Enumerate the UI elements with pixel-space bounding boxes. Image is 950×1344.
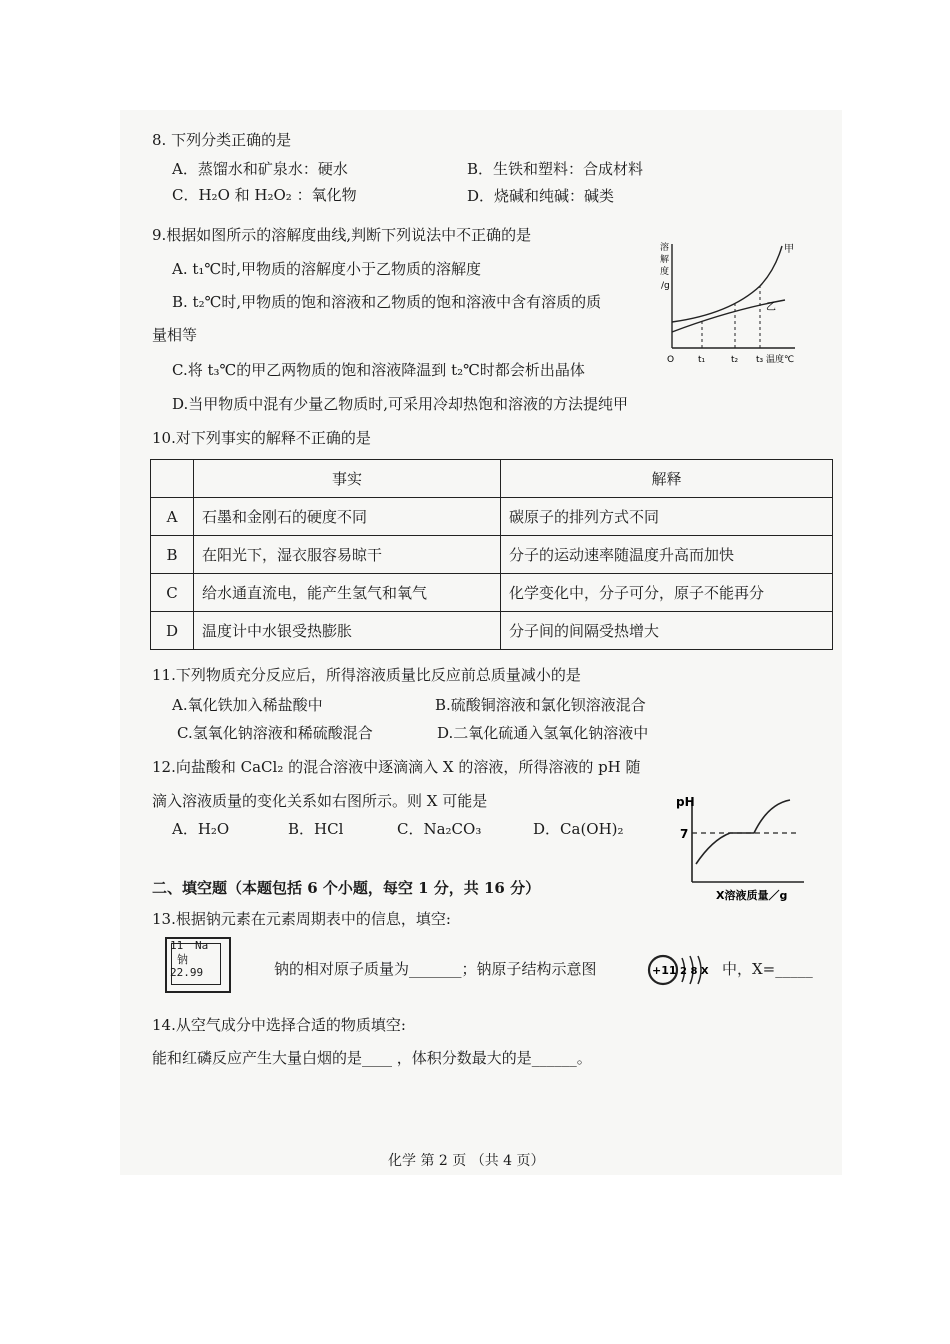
q11-option-a: A.氧化铁加入稀盐酸中 bbox=[172, 696, 323, 714]
row-explanation: 分子的运动速率随温度升高而加快 bbox=[501, 536, 833, 574]
q11-stem: 11.下列物质充分反应后，所得溶液质量比反应前总质量减小的是 bbox=[152, 666, 581, 684]
q8-option-c: C．H₂O 和 H₂O₂ ：氧化物 bbox=[172, 186, 357, 204]
row-fact: 给水通直流电，能产生氢气和氧气 bbox=[194, 574, 501, 612]
atom-structure-diagram bbox=[646, 950, 716, 990]
row-explanation: 分子间的间隔受热增大 bbox=[501, 612, 833, 650]
q8-stem: 8. 下列分类正确的是 bbox=[152, 131, 292, 149]
row-fact: 温度计中水银受热膨胀 bbox=[194, 612, 501, 650]
q9-series-jia: 甲 bbox=[784, 244, 794, 255]
table-header-cell bbox=[151, 460, 194, 498]
q12-option-a: A．H₂O bbox=[172, 820, 230, 838]
q11-option-d: D.二氧化硫通入氢氧化钠溶液中 bbox=[437, 724, 649, 742]
q10-table bbox=[150, 459, 833, 650]
atom-shells-label: 2 8 X bbox=[680, 966, 709, 977]
ph-change-graph bbox=[672, 790, 817, 905]
q13-text-x: 中，X=_____ bbox=[722, 960, 813, 978]
section2-heading: 二、填空题（本题包括 6 个小题，每空 1 分，共 16 分） bbox=[152, 879, 541, 897]
q13-text-mass: 钠的相对原子质量为_______；钠原子结构示意图 bbox=[274, 960, 597, 978]
q9-option-d: D.当甲物质中混有少量乙物质时,可采用冷却热饱和溶液的方法提纯甲 bbox=[172, 395, 629, 413]
table-header-fact: 事实 bbox=[194, 460, 501, 498]
q12-option-c: C．Na₂CO₃ bbox=[397, 820, 482, 838]
q10-stem: 10.对下列事实的解释不正确的是 bbox=[152, 429, 371, 447]
q8-option-b: B．生铁和塑料：合成材料 bbox=[467, 160, 644, 178]
row-letter: D bbox=[151, 612, 194, 650]
q9-y-label-3: 度 bbox=[660, 267, 670, 277]
q9-y-label-4: /g bbox=[661, 281, 670, 291]
q9-y-label-1: 溶 bbox=[660, 243, 670, 253]
q9-option-a: A. t₁℃时,甲物质的溶解度小于乙物质的溶解度 bbox=[172, 260, 481, 278]
q9-tick-t3: t₃ bbox=[756, 355, 764, 365]
table-header-explanation: 解释 bbox=[501, 460, 833, 498]
q9-option-b-line2: 量相等 bbox=[152, 326, 198, 344]
q9-series-yi: 乙 bbox=[766, 302, 776, 313]
row-fact: 石墨和金刚石的硬度不同 bbox=[194, 498, 501, 536]
q12-option-d: D．Ca(OH)₂ bbox=[533, 820, 624, 838]
element-number: 11 bbox=[170, 939, 184, 952]
q8-option-a: A．蒸馏水和矿泉水：硬水 bbox=[172, 160, 348, 178]
page-footer: 化学 第 2 页 （共 4 页） bbox=[388, 1153, 545, 1169]
q14-stem: 14.从空气成分中选择合适的物质填空: bbox=[152, 1016, 406, 1034]
atom-nucleus-label: +11 bbox=[652, 964, 677, 977]
sodium-element-card bbox=[165, 937, 231, 993]
q13-stem: 13.根据钠元素在元素周期表中的信息，填空: bbox=[152, 910, 451, 928]
q9-origin: O bbox=[667, 355, 675, 365]
ph-curve bbox=[696, 800, 790, 864]
q9-stem: 9.根据如图所示的溶解度曲线,判断下列说法中不正确的是 bbox=[152, 226, 532, 244]
element-name: 钠 bbox=[177, 953, 188, 966]
q12-stem-line1: 12.向盐酸和 CaCl₂ 的混合溶液中逐滴滴入 X 的溶液，所得溶液的 pH 随 bbox=[152, 758, 641, 776]
q14-line: 能和红磷反应产生大量白烟的是____ ，体积分数最大的是______。 bbox=[152, 1049, 592, 1067]
ph-axis-label: pH bbox=[676, 795, 695, 809]
solubility-curve-graph bbox=[660, 238, 810, 366]
table-row bbox=[151, 536, 833, 574]
table-row bbox=[151, 498, 833, 536]
q11-option-b: B.硫酸铜溶液和氯化钡溶液混合 bbox=[435, 696, 646, 714]
table-row bbox=[151, 574, 833, 612]
q9-option-c: C.将 t₃℃的甲乙两物质的饱和溶液降温到 t₂℃时都会析出晶体 bbox=[172, 361, 585, 379]
ph-x-label: X溶液质量／g bbox=[716, 889, 788, 902]
q12-option-b: B．HCl bbox=[288, 820, 344, 838]
table-header-row bbox=[151, 460, 833, 498]
row-fact: 在阳光下，湿衣服容易晾干 bbox=[194, 536, 501, 574]
q8-option-d: D．烧碱和纯碱：碱类 bbox=[467, 187, 615, 205]
row-letter: B bbox=[151, 536, 194, 574]
ph-seven-label: 7 bbox=[680, 827, 689, 841]
row-explanation: 碳原子的排列方式不同 bbox=[501, 498, 833, 536]
row-letter: A bbox=[151, 498, 194, 536]
q9-tick-t2: t₂ bbox=[731, 355, 739, 365]
q12-stem-line2: 滴入溶液质量的变化关系如右图所示。则 X 可能是 bbox=[152, 792, 488, 810]
q9-x-label: 温度℃ bbox=[766, 355, 795, 365]
q9-tick-t1: t₁ bbox=[698, 355, 706, 365]
table-row bbox=[151, 612, 833, 650]
q11-option-c: C.氢氧化钠溶液和稀硫酸混合 bbox=[177, 724, 373, 742]
element-symbol: Na bbox=[195, 939, 209, 952]
row-letter: C bbox=[151, 574, 194, 612]
q9-y-label-2: 解 bbox=[660, 255, 670, 265]
element-mass: 22.99 bbox=[170, 966, 204, 979]
q9-option-b-line1: B. t₂℃时,甲物质的饱和溶液和乙物质的饱和溶液中含有溶质的质 bbox=[172, 293, 602, 311]
row-explanation: 化学变化中，分子可分，原子不能再分 bbox=[501, 574, 833, 612]
